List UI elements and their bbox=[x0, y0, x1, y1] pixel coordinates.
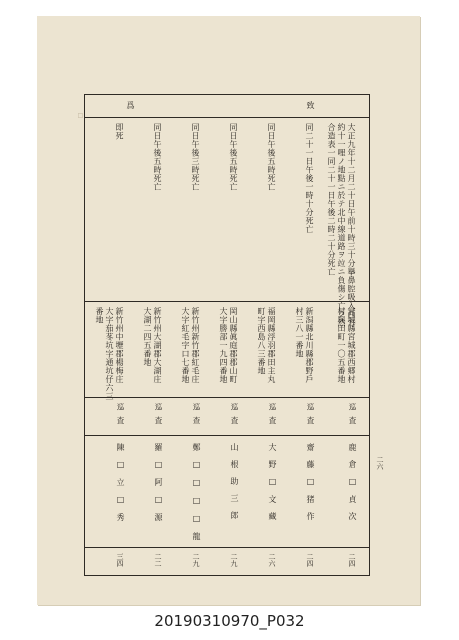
age-value: 二四 bbox=[306, 553, 314, 567]
death-record-text: 同日午後五時死亡 bbox=[153, 123, 162, 191]
death-record-text: 大正九年十二月二十日午前十時三十分擧鼻腔吸入西方 bbox=[347, 123, 356, 327]
address-text: 番地 bbox=[95, 307, 104, 324]
death-record-text: 合造表一同二十一日午後二時二十分死亡 bbox=[327, 123, 336, 276]
death-record-text: 即死 bbox=[115, 123, 124, 140]
address-text: 大湖二四五番地 bbox=[143, 307, 152, 367]
address-text: 新竹州中壢郡楊梅庄 bbox=[115, 307, 124, 384]
role-label: 巡査 bbox=[348, 403, 357, 430]
address-text: 宮城縣宮城郡西郷村 bbox=[347, 307, 356, 384]
section-rule-2 bbox=[85, 397, 369, 398]
person-name: 大野□文藏 bbox=[268, 443, 277, 529]
person-name: 陳□立□秀 bbox=[116, 443, 125, 530]
age-value: 二九 bbox=[230, 553, 238, 567]
document-page bbox=[37, 16, 420, 605]
address-text: 新竹州大湖郡大湖庄 bbox=[153, 307, 162, 384]
address-text: 福岡縣浮羽郡田主丸 bbox=[267, 307, 276, 384]
header-left: 爲 bbox=[126, 101, 135, 110]
death-record-text: 同日午後五時死亡 bbox=[267, 123, 276, 191]
person-name: 鹿倉□貞次 bbox=[348, 443, 357, 529]
death-record-text: 同二十一日午後一時十分死亡 bbox=[305, 123, 314, 234]
address-text: 大字茄苳坑字通坑仔六三 bbox=[105, 307, 114, 401]
age-value: 二二 bbox=[154, 553, 162, 567]
role-label: 巡査 bbox=[268, 403, 277, 430]
header-rule bbox=[85, 117, 369, 118]
death-record-text: 約十一哩ノ地點ニ於テ北中線道路ヲ竝ニ負傷シ亡ク然 bbox=[337, 123, 346, 327]
role-label: 巡査 bbox=[230, 403, 239, 430]
person-name: 山根助三郎 bbox=[230, 443, 239, 528]
role-label: 巡査 bbox=[154, 403, 163, 430]
address-text: 岡山縣眞庭郡郡山町 bbox=[229, 307, 238, 384]
address-text: 大字勝部一九四番地 bbox=[219, 307, 228, 384]
person-name: 鄭□□□□龍 bbox=[192, 443, 201, 549]
age-value: 二九 bbox=[192, 553, 200, 567]
address-text: 新潟縣北川縣郡野戶 bbox=[305, 307, 314, 384]
address-text: 村三八一番地 bbox=[295, 307, 304, 358]
address-text: 新竹州新竹郡紅毛庄 bbox=[191, 307, 200, 384]
person-name: 羅□阿□源 bbox=[154, 443, 163, 530]
section-rule-1 bbox=[85, 301, 369, 302]
header-right: 致 bbox=[306, 101, 315, 110]
death-record-text: 同日午後三時死亡 bbox=[191, 123, 200, 191]
age-value: 二六 bbox=[268, 553, 276, 567]
address-text: 大字紅毛字口七番地 bbox=[181, 307, 190, 384]
death-record-text: 同日午後五時死亡 bbox=[229, 123, 238, 191]
role-label: 巡査 bbox=[306, 403, 315, 430]
image-caption: 20190310970_P032 bbox=[154, 612, 305, 630]
address-text: 村與田町一〇五番地 bbox=[337, 307, 346, 384]
section-rule-4 bbox=[85, 547, 369, 548]
faded-stamp: □ bbox=[77, 112, 84, 119]
age-value: 三四 bbox=[116, 553, 124, 567]
address-text: 町字西島八三番地 bbox=[257, 307, 266, 375]
page-number: 二六 bbox=[376, 456, 384, 470]
person-name: 齋藤□猪作 bbox=[306, 443, 315, 529]
role-label: 巡查 bbox=[192, 403, 201, 430]
record-table bbox=[84, 94, 370, 576]
section-rule-3 bbox=[85, 435, 369, 436]
age-value: 二四 bbox=[348, 553, 356, 567]
role-label: 巡査 bbox=[116, 403, 125, 430]
